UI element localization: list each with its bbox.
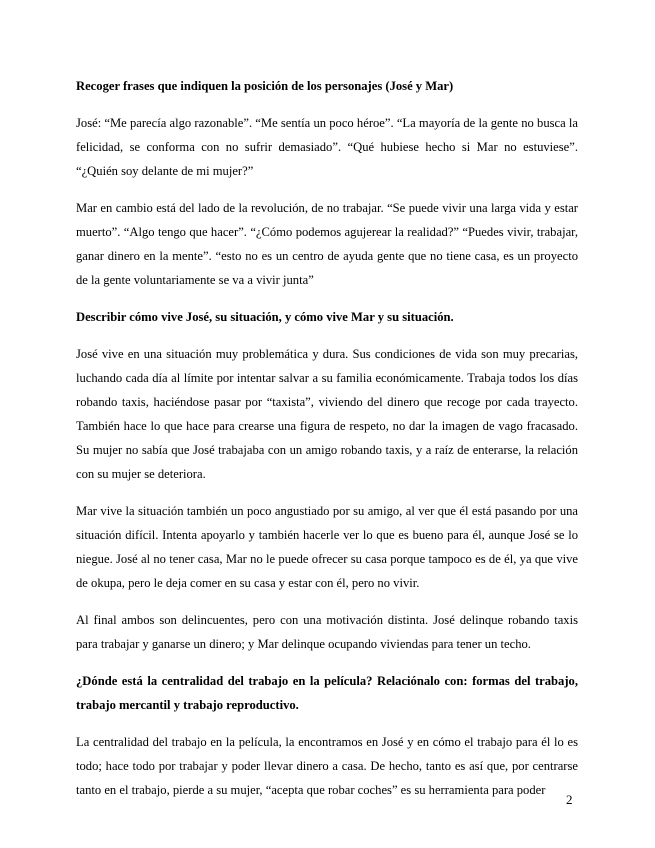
page-number: 2 [566,792,573,807]
section-heading-living-situation: Describir cómo vive José, su situación, y cómo vive Mar y su situación. [76,310,454,324]
paragraph-mar-situation: Mar vive la situación también un poco angustiado por su amigo, al ver que él está pasando por una situación difícil. Intenta apoyarlo y también hacerle ver lo que es bueno para él, aunque José se lo niegue. José al no tener casa, Mar no le puede ofrecer su casa porque tampoco es de él, ya que vive de okupa, pero le deja comer en su casa y estar con él, pero no vivir. [76,504,578,590]
paragraph-both-delinquents: Al final ambos son delincuentes, pero con una motivación distinta. José delinque robando taxis para trabajar y ganarse un dinero; y Mar delinque ocupando viviendas para tener un techo. [76,613,578,651]
paragraph-mar-quotes: Mar en cambio está del lado de la revolución, de no trabajar. “Se puede vivir una larga vida y estar muerto”. “Algo tengo que hacer”. “¿Cómo podemos agujerear la realidad?” “Puedes vivir, trabajar, ganar dinero en la mente”. “esto no es un centro de ayuda gente que no tiene casa, es un proyecto de la gente voluntariamente se va a vivir junta” [76,201,578,287]
paragraph-work-centrality: La centralidad del trabajo en la película, la encontramos en José y en cómo el trabajo para él lo es todo; hace todo por trabajar y poder llevar dinero a casa. De hecho, tanto es así que, por centrarse tanto en el trabajo, pierde a su mujer, “acepta que robar coches” es su herramienta para poder [76,735,578,797]
page-content [76,74,578,815]
paragraph-jose-quotes: José: “Me parecía algo razonable”. “Me sentía un poco héroe”. “La mayoría de la gente no busca la felicidad, se conforma con no sufrir demasiado”. “Qué hubiese hecho si Mar no estuviese”. “¿Quién soy delante de mi mujer?” [76,116,578,178]
section-heading-character-positions: Recoger frases que indiquen la posición de los personajes (José y Mar) [76,79,454,93]
paragraph-jose-situation: José vive en una situación muy problemática y dura. Sus condiciones de vida son muy precarias, luchando cada día al límite por intentar salvar a su familia económicamente. Trabaja todos los días robando taxis, haciéndose pasar por “taxista”, viviendo del dinero que recoge por cada trayecto. También hace lo que hace para crearse una figura de respeto, no dar la imagen de vago fracasado. Su mujer no sabía que José trabajaba con un amigo robando taxis, y a raíz de enterarse, la relación con su mujer se deteriora. [76,347,578,481]
section-heading-work-centrality: ¿Dónde está la centralidad del trabajo en la película? Relaciónalo con: formas del trabajo, trabajo mercantil y trabajo reproductivo. [76,674,578,712]
